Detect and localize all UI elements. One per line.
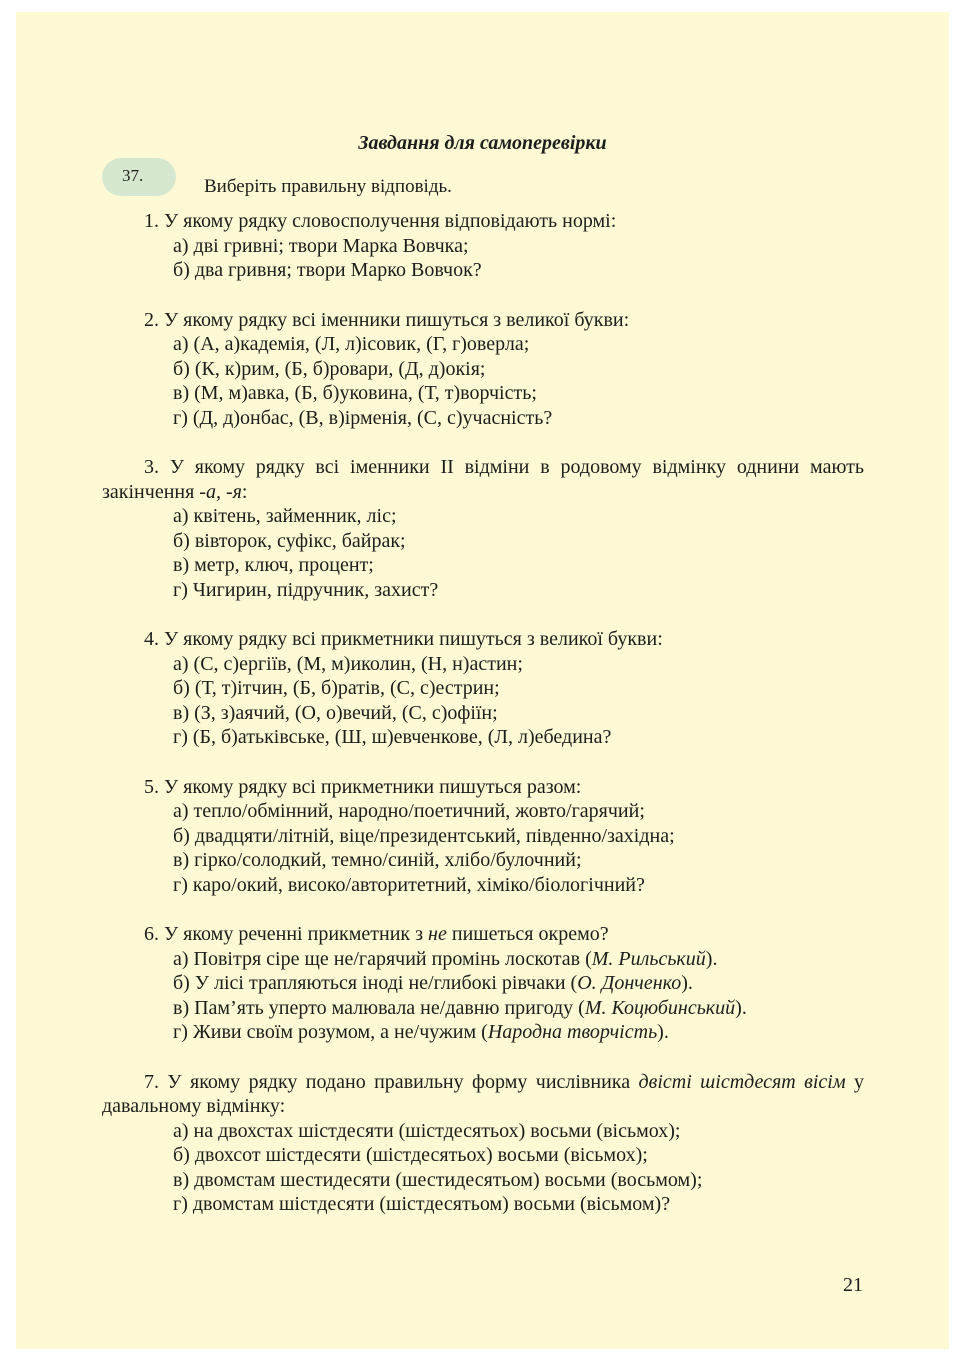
answer-option: г) (Д, д)онбас, (В, в)ірменія, (С, с)учасність? xyxy=(173,406,553,429)
questions-list xyxy=(102,209,864,1217)
option-author: Народна творчість xyxy=(487,1021,658,1043)
option-end: ). xyxy=(705,947,718,970)
option-end: ). xyxy=(657,1021,669,1043)
option-author: О. Донченко xyxy=(577,972,682,994)
question-3 xyxy=(102,455,864,602)
stem-text: 6. У якому реченні прикметник з xyxy=(144,923,429,945)
exercise-number-badge: 37. xyxy=(102,158,176,196)
question-4 xyxy=(102,627,864,750)
answer-option xyxy=(102,1020,864,1045)
stem-text: 3. У якому рядку всі іменники ІІ відміни в родовому відмінку однини мають закінчення xyxy=(102,456,864,503)
answer-option: а) дві гривні; твори Марка Вовчка; xyxy=(173,234,469,257)
answer-option: в) метр, ключ, процент; xyxy=(173,554,374,576)
answer-option: в) (З, з)аячий, (О, о)вечий, (С, с)офіїн; xyxy=(173,701,498,724)
answer-option: в) гірко/солодкий, темно/синій, хлібо/булочний; xyxy=(173,849,582,871)
option-text: в) Пам’ять уперто малювала не/давню пригоду ( xyxy=(173,996,585,1019)
question-6 xyxy=(102,922,864,1045)
answer-option: г) двомстам шістдесяти (шістдесятьом) восьми (вісьмом)? xyxy=(173,1193,671,1215)
answer-option: г) Чигирин, підручник, захист? xyxy=(173,578,439,601)
answer-option: а) тепло/обмінний, народно/поетичний, жовто/гарячий; xyxy=(173,800,645,822)
stem-end: пишеться окремо? xyxy=(446,923,609,945)
question-stem: 4. У якому рядку всі прикметники пишуться з великої букви: xyxy=(144,628,663,650)
stem-end: у давальному відмінку: xyxy=(102,1070,865,1117)
answer-option: б) двохсот шістдесяти (шістдесятьох) восьми (вісьмох); xyxy=(173,1144,648,1166)
answer-option: б) двадцяти/літній, віце/президентський, південно/західна; xyxy=(173,824,675,847)
answer-option: б) (Т, т)ітчин, (Б, б)ратів, (С, с)естрин; xyxy=(173,677,500,699)
question-5 xyxy=(102,775,864,898)
answer-option: а) (С, с)ергіїв, (М, м)иколин, (Н, н)астин; xyxy=(173,652,523,675)
section-heading: Завдання для самоперевірки xyxy=(358,132,607,154)
answer-option xyxy=(102,996,864,1021)
option-text: г) Живи своїм розумом, а не/чужим ( xyxy=(173,1021,488,1043)
stem-italic: двісті шістдесят вісім xyxy=(638,1070,846,1093)
answer-option: а) (А, а)кадемія, (Л, л)ісовик, (Г, г)оверла; xyxy=(173,333,530,355)
question-stem: 1. У якому рядку словосполучення відповідають нормі: xyxy=(144,210,617,232)
answer-option: б) (К, к)рим, (Б, б)ровари, (Д, д)окія; xyxy=(173,357,486,380)
option-end: ). xyxy=(735,996,747,1019)
exercise-instruction: Виберіть правильну відповідь. xyxy=(204,176,452,197)
option-end: ). xyxy=(681,972,693,994)
option-author: М. Рильський xyxy=(591,947,706,970)
stem-italic: не xyxy=(428,923,447,945)
stem-italic: -а, -я xyxy=(199,480,242,503)
page-number: 21 xyxy=(843,1274,863,1296)
answer-option: в) двомстам шестидесяти (шестидесятьом) восьми (восьмом); xyxy=(173,1168,703,1191)
question-stem xyxy=(102,455,864,504)
option-author: М. Коцюбинський xyxy=(584,996,736,1019)
answer-option: в) (М, м)авка, (Б, б)уковина, (Т, т)ворчість; xyxy=(173,382,537,404)
answer-option: г) каро/окий, високо/авторитетний, хіміко/біологічний? xyxy=(173,873,645,896)
answer-option xyxy=(102,971,864,996)
question-1 xyxy=(102,209,864,283)
question-7 xyxy=(102,1070,864,1217)
textbook-page xyxy=(16,12,949,1349)
option-text: б) У лісі трапляються іноді не/глибокі рівчаки ( xyxy=(173,972,578,994)
answer-option: а) на двохстах шістдесяти (шістдесятьох) восьми (вісьмох); xyxy=(173,1119,681,1142)
answer-option: б) вівторок, суфікс, байрак; xyxy=(173,529,406,552)
answer-option xyxy=(102,947,864,972)
question-stem: 5. У якому рядку всі прикметники пишуться разом: xyxy=(144,775,582,798)
question-stem xyxy=(102,922,864,947)
answer-option: а) квітень, займенник, ліс; xyxy=(173,505,397,527)
question-2 xyxy=(102,308,864,431)
stem-end: : xyxy=(241,480,248,503)
stem-text: 7. У якому рядку подано правильну форму числівника xyxy=(144,1070,639,1093)
answer-option: г) (Б, б)атьківське, (Ш, ш)евченкове, (Л, л)ебедина? xyxy=(173,726,612,748)
option-text: а) Повітря сіре ще не/гарячий промінь лоскотав ( xyxy=(173,947,592,970)
question-stem: 2. У якому рядку всі іменники пишуться з великої букви: xyxy=(144,308,630,331)
answer-option: б) два гривня; твори Марко Вовчок? xyxy=(173,259,482,281)
question-stem xyxy=(102,1070,864,1119)
